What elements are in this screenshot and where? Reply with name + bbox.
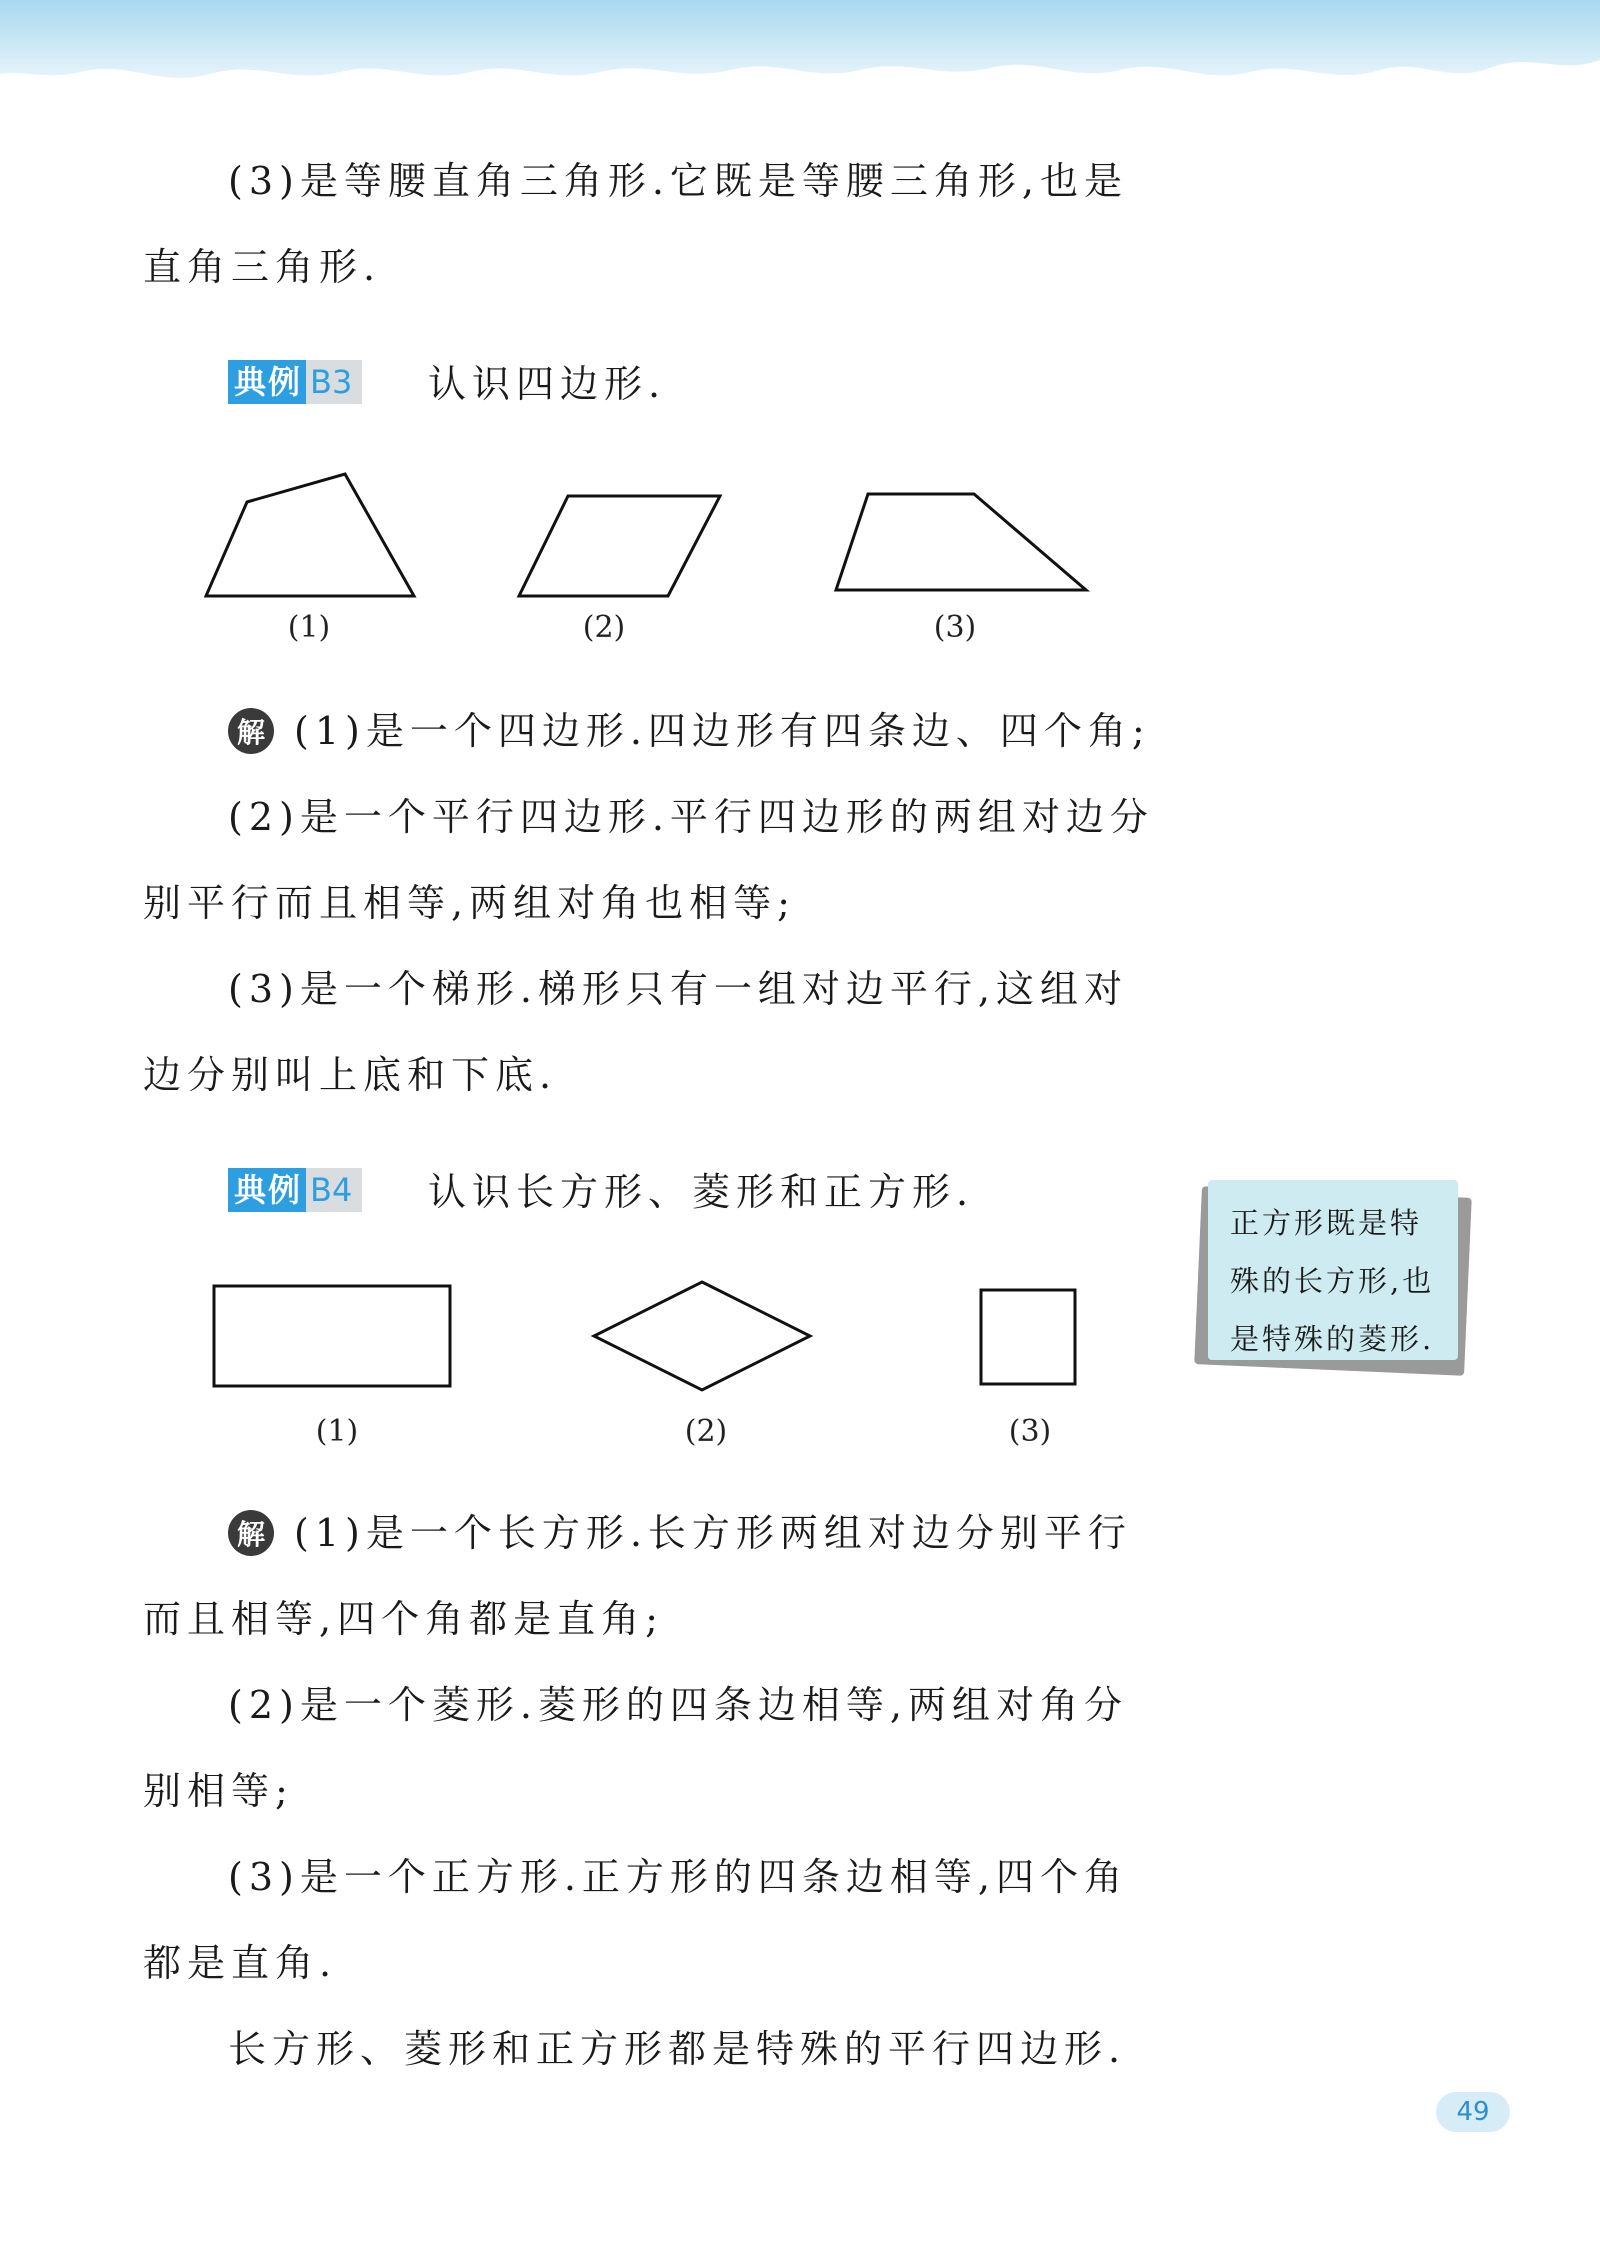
b4-caption-1: (1) (315, 1414, 359, 1449)
b3-caption-3: (3) (933, 610, 977, 645)
b3-caption-2: (2) (582, 610, 626, 645)
b3-solution-line-4: (3)是一个梯形.梯形只有一组对边平行,这组对 (228, 967, 1128, 1011)
b4-solution-line-5: (3)是一个正方形.正方形的四条边相等,四个角 (228, 1855, 1128, 1899)
intro-line-2: 直角三角形. (143, 245, 382, 289)
badge-code: B4 (306, 1168, 362, 1212)
b4-solution-line-1: (1)是一个长方形.长方形两组对边分别平行 (294, 1511, 1132, 1555)
example-b4-title: 认识长方形、菱形和正方形. (428, 1170, 975, 1214)
b3-solution-row-1 (228, 706, 1151, 756)
side-note (1208, 1180, 1458, 1360)
rectangle-shape (214, 1286, 450, 1386)
solution-icon: 解 (228, 708, 274, 754)
b4-solution-line-2: 而且相等,四个角都是直角; (143, 1597, 664, 1641)
page-number: 49 (1436, 2092, 1510, 2132)
rhombus-shape (594, 1282, 810, 1390)
solution-icon: 解 (228, 1510, 274, 1556)
b3-caption-1: (1) (287, 610, 331, 645)
b4-solution-line-7: 长方形、菱形和正方形都是特殊的平行四边形. (228, 2027, 1127, 2071)
b4-caption-3: (3) (1008, 1414, 1052, 1449)
example-b3-badge (228, 360, 362, 404)
side-note-line-2: 殊的长方形,也 (1230, 1264, 1435, 1298)
parallelogram-shape (519, 496, 720, 596)
trapezoid-shape (836, 494, 1086, 590)
example-b3-title: 认识四边形. (428, 362, 667, 406)
square-shape (981, 1290, 1075, 1384)
b4-solution-row-1 (228, 1508, 1132, 1558)
b3-solution-line-3: 别平行而且相等,两组对角也相等; (143, 881, 796, 925)
quadrilateral-figures (0, 460, 1200, 610)
quadrilateral-shape (206, 474, 414, 596)
b4-solution-line-6: 都是直角. (143, 1941, 338, 1985)
example-b4-badge (228, 1168, 362, 1212)
b3-solution-line-5: 边分别叫上底和下底. (143, 1053, 558, 1097)
side-note-line-3: 是特殊的菱形. (1230, 1322, 1435, 1356)
header-cloud-band (0, 0, 1600, 120)
b3-solution-line-1: (1)是一个四边形.四边形有四条边、四个角; (294, 709, 1151, 753)
side-note-line-1: 正方形既是特 (1230, 1206, 1423, 1240)
intro-line-1: (3)是等腰直角三角形.它既是等腰三角形,也是 (228, 159, 1128, 203)
b4-solution-line-4: 别相等; (143, 1769, 294, 1813)
badge-word: 典例 (228, 360, 306, 404)
b4-caption-2: (2) (684, 1414, 728, 1449)
badge-word: 典例 (228, 1168, 306, 1212)
b3-solution-line-2: (2)是一个平行四边形.平行四边形的两组对边分 (228, 795, 1154, 839)
b4-solution-line-3: (2)是一个菱形.菱形的四条边相等,两组对角分 (228, 1683, 1128, 1727)
special-parallelogram-figures (0, 1270, 1200, 1420)
badge-code: B3 (306, 360, 362, 404)
